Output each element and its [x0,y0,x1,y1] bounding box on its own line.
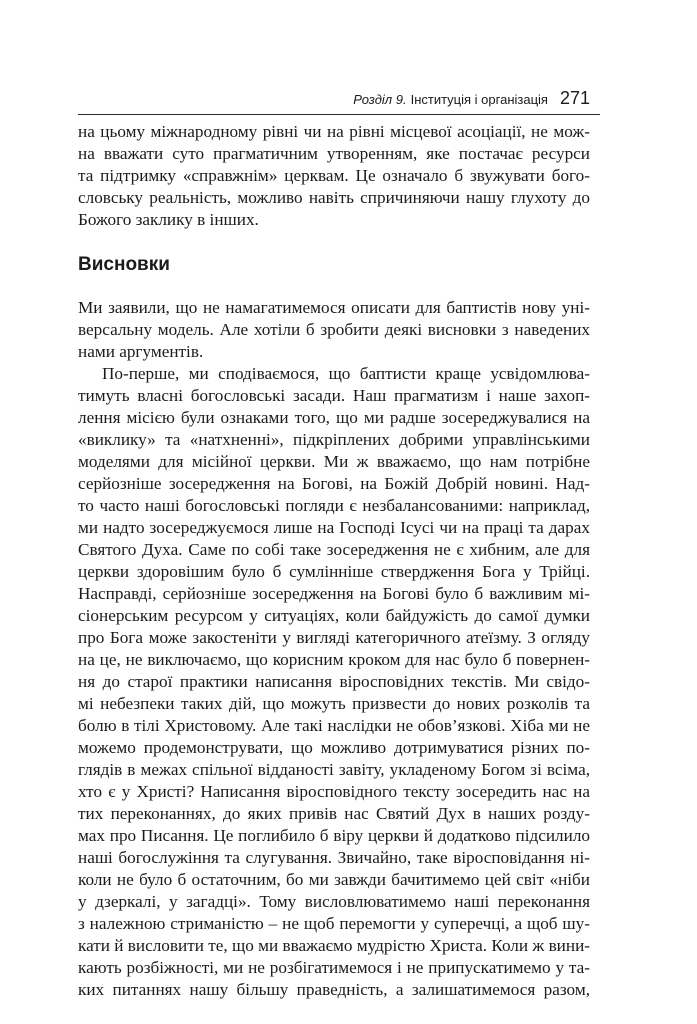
text-line: ми надто зосереджуємося лише на Господі Ісусі чи на праці та дарах [78,518,590,537]
chapter-label: Розділ 9. [353,92,407,107]
text-line: версальну модель. Але хотіли б зробити деякі висновки з наведених [78,320,590,339]
text-line: то часто наші богословські погляди є незбалансованими: наприклад, [78,496,590,515]
text-line: моделями для місійної церкви. Ми ж вважаємо, що нам потрібне [78,452,590,471]
text-line: Святого Духа. Саме по собі таке зосередження не є хибним, але для [78,540,590,559]
text-line: можемо продемонструвати, що можливо дотримуватися різних по- [78,738,590,757]
text-line: Божого заклику в інших. [78,210,259,229]
text-line: тих переконаннях, до яких привів нас Святий Дух в наших розду- [78,804,590,823]
text-line: на цьому міжнародному рівні чи на рівні місцевої асоціації, не мож- [78,122,590,141]
text-line: хто є у Христі? Написання віросповідного тексту зосередить нас на [78,782,590,801]
running-header [78,88,590,112]
text-line: словську реальність, можливо навіть спричиняючи нашу глухоту до [78,188,590,207]
text-line: на це, не виключаємо, що корисним кроком для нас було б повернен- [78,650,590,669]
text-line: мі небезпеки таких дій, що можуть призвести до нових розколів та [78,694,590,713]
text-line: на вважати суто прагматичним утворенням, яке постачає ресурси [78,144,590,163]
page-number: 271 [559,88,590,108]
text-line: про Бога може закостеніти у вигляді категоричного атеїзму. З огляду [78,628,590,647]
text-line: глядів в межах спільної відданості завіту, укладеному Богом зі всіма, [78,760,590,779]
text-line: ких питаннях нашу більшу праведність, а залишатимемося разом, [78,980,590,999]
text-line: нами аргументів. [78,342,204,361]
chapter-title: Інституція і організація [410,92,548,107]
text-line: ня до старої практики написання віросповідних текстів. Ми свідо- [78,672,590,691]
header-rule [78,114,600,115]
text-line: болю в тілі Христовому. Але такі наслідки не обов’язкові. Хіба ми не [78,716,590,735]
paragraph-intro [78,297,590,363]
text-line: серйозніше зосередження на Богові, на Божій Добрій новині. Над- [78,474,590,493]
text-line: у дзеркалі, у загадці». Тому висловлюватимемо наші переконання [78,892,590,911]
text-line: Ми заявили, що не намагатимемося описати для баптистів нову уні- [78,298,590,317]
text-line: та підтримку «справжнім» церквам. Це означало б звужувати бого- [78,166,590,185]
text-line: наші богослужіння та слугування. Звичайно, таке віросповідання ні- [78,848,590,867]
text-line: з належною стриманістю – не щоб перемогти у суперечці, а щоб шу- [78,914,590,933]
text-line: сіонерським ресурсом у ситуаціях, коли байдужість до самої думки [78,606,590,625]
paragraph-main [78,363,590,1001]
paragraph-top [78,121,590,231]
text-line: По-перше, ми сподіваємося, що баптисти краще усвідомлюва- [102,364,590,383]
text-line: коли не було б остаточним, бо ми завжди бачитимемо цей світ «ніби [78,870,590,889]
text-line: Насправді, серйозніше зосередження на Богові було б важливим мі- [78,584,590,603]
text-line: церкви здоровішим було б сумлінніше ствердження Бога у Трійці. [78,562,590,581]
section-heading: Висновки [78,254,170,275]
text-line: кати й висловити те, що ми вважаємо мудрістю Христа. Коли ж вини- [78,936,590,955]
text-line: кають розбіжності, ми не розбігатимемося і не припускатимемо у та- [78,958,590,977]
text-line: тимуть власні богословські засади. Наш прагматизм і наше захоп- [78,386,590,405]
text-line: лення місією були ознаками того, що ми радше зосереджувалися на [78,408,590,427]
text-line: мах про Писання. Це поглибило б віру церкви й додатково підсилило [78,826,590,845]
text-line: «виклику» та «натхненні», підкріплених добрими управлінськими [78,430,590,449]
